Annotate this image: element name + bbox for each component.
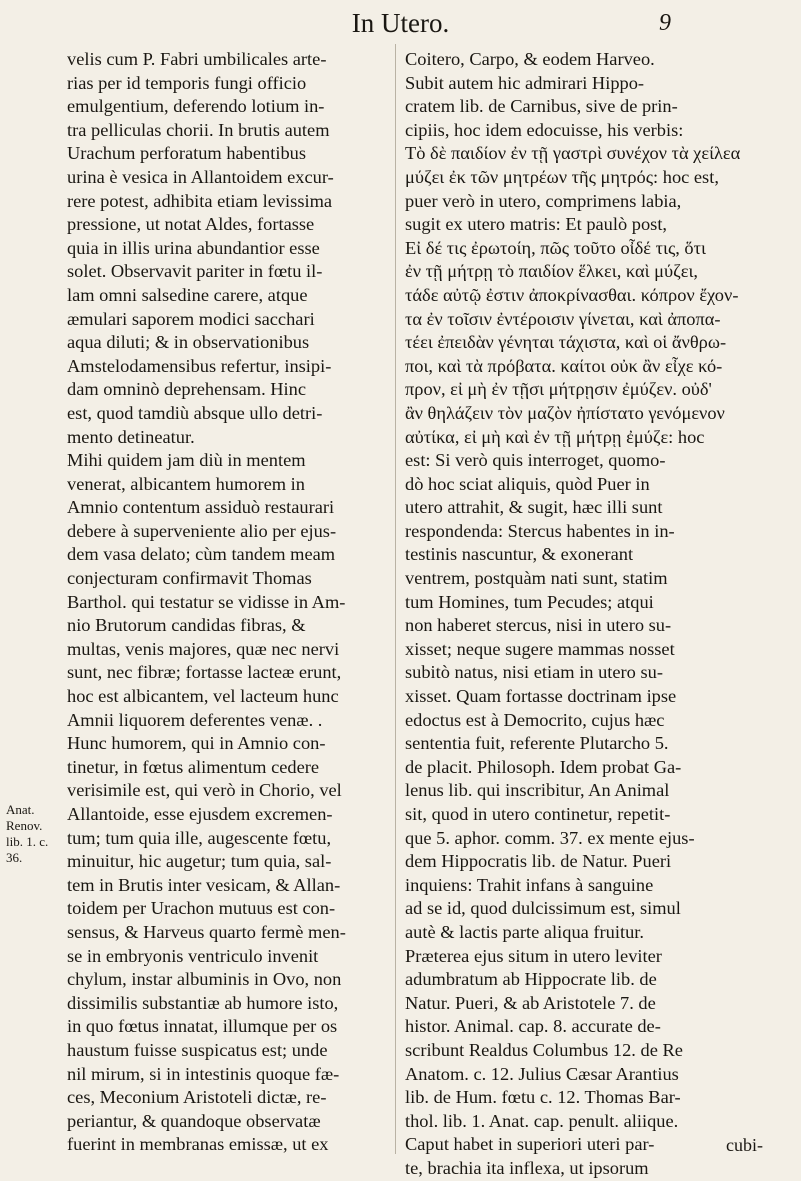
text-line: utero attrahit, & sugit, hæc illi sunt [405,497,663,518]
text-line: ἐν τῇ μήτρῃ τὸ παιδίον ἕλκει, καὶ μύζει, [405,261,699,282]
text-line: histor. Animal. cap. 8. accurate de- [405,1016,661,1037]
text-line: τάδε αὐτῷ ἐστιν ἀποκρίνασθαι. κόπρον ἔχον- [405,284,739,305]
text-line: respondenda: Stercus habentes in in- [405,520,675,541]
text-line: Anatom. c. 12. Julius Cæsar Arantius [405,1063,679,1084]
text-line: non haberet stercus, nisi in utero su- [405,615,672,636]
text-line: solet. Observavit pariter in fœtu il- [67,261,323,282]
text-line: tinetur, in fœtus alimentum cedere [67,756,320,777]
text-line: tum Homines, tum Pecudes; atqui [405,591,654,612]
text-line: ces, Meconium Aristoteli dictæ, re- [67,1087,327,1108]
text-line: Allantoide, esse ejusdem excremen- [67,804,333,824]
text-line: Amstelodamensibus refertur, insipi- [67,355,332,376]
text-line: Amnii liquorem deferentes venæ. . [67,709,323,730]
text-line: lam omni salsedine carere, atque [67,284,308,305]
column-divider [395,44,396,1154]
text-line: ἂν θηλάζειν τὸν μαζὸν ἠπίστατο γενόμενον [405,402,725,423]
text-line: Τὸ δὲ παιδίον ἐν τῇ γαστρὶ συνέχον τὰ χείλεα [405,143,741,164]
text-line: verisimile est, qui verò in Chorio, vel [67,780,342,801]
text-line: Mihi quidem jam diù in mentem [67,450,306,471]
text-line: Barthol. qui testatur se vidisse in Am- [67,591,346,612]
right-text-column [405,48,769,1181]
text-line: τέει ἐπειδὰν γένηται τάχιστα, καὶ οἱ ἄνθρω- [405,332,727,353]
text-line: xisset. Quam fortasse doctrinam ipse [405,686,677,707]
text-line: dam omninò deprehensam. Hinc [67,379,307,400]
margin-note-line: Anat. [6,802,35,817]
text-line: toidem per Urachon mutuus est con- [67,898,336,919]
text-line: Εἰ δέ τις ἐρωτοίη, πῶς τοῦτο οἶδέ τις, ὅτι [405,237,706,258]
text-line: dissimilis substantiæ ab humore isto, [67,992,339,1013]
text-line: periantur, & quandoque observatæ [67,1110,321,1131]
text-line: edoctus est à Democrito, cujus hæc [405,709,665,730]
margin-reference-note [6,802,58,866]
running-title: In Utero. [351,8,450,38]
text-line: æmulari saporem modici sacchari [67,308,315,329]
text-line: est: Si verò quis interroget, quomo- [405,450,666,471]
text-line: urina è vesica in Allantoidem excur- [67,166,334,187]
text-line: que 5. aphor. comm. 37. ex mente ejus- [405,827,695,848]
text-line: aqua diluti; & in observationibus [67,332,310,353]
text-line: de placit. Philosoph. Idem probat Ga- [405,756,682,777]
text-line: hoc est albicantem, vel lacteum hunc [67,686,339,707]
text-line: lenus lib. qui inscribitur, An Animal [405,780,670,801]
text-line: te, brachia ita inflexa, ut ipsorum [405,1157,649,1178]
left-text-column [67,48,386,1157]
margin-note-line: Renov. [6,818,43,833]
text-line: puer verò in utero, comprimens labia, [405,190,682,211]
text-line: inquiens: Trahit infans à sanguine [405,874,654,895]
text-line: rere potest, adhibita etiam levissima [67,190,333,211]
text-line: sugit ex utero matris: Et paulò post, [405,214,668,235]
text-line: fuerint in membranas emissæ, ut ex [67,1134,329,1155]
text-line: multas, venis majores, quæ nec nervi [67,638,340,659]
text-line: se in embryonis ventriculo invenit [67,945,319,966]
text-line: sit, quod in utero continetur, repetit- [405,804,671,824]
text-line: αὐτίκα, εἰ μὴ καὶ ἐν τῇ μήτρῃ ἐμύζε: hoc [405,426,705,447]
text-line: chylum, instar albuminis in Ovo, non [67,969,342,990]
text-line: nil mirum, si in intestinis quoque fæ- [67,1063,340,1084]
text-line: tum; tum quia ille, augescente fœtu, [67,827,332,848]
text-line: testinis nascuntur, & exonerant [405,544,634,565]
text-line: emulgentium, deferendo lotium in- [67,96,325,117]
text-line: debere à superveniente alio per ejus- [67,520,337,541]
text-line: Hunc humorem, qui in Amnio con- [67,733,326,754]
text-line: Coitero, Carpo, & eodem Harveo. [405,49,655,69]
text-line: Urachum perforatum habentibus [67,143,306,164]
text-line: rias per id temporis fungi officio [67,72,307,93]
text-line: dò hoc sciat aliquis, quòd Puer in [405,473,650,494]
text-line: μύζει ἐκ τῶν μητρέων τῆς μητρός: hoc est, [405,166,719,187]
text-line: thol. lib. 1. Anat. cap. penult. aliique. [405,1110,679,1131]
text-line: dem Hippocratis lib. de Natur. Pueri [405,851,672,872]
text-line: tem in Brutis inter vesicam, & Allan- [67,874,341,895]
text-line: xisset; neque sugere mammas nosset [405,638,675,659]
text-line: ventrem, postquàm nati sunt, statim [405,568,668,589]
text-line: venerat, albicantem humorem in [67,473,305,494]
text-line: Amnio contentum assiduò restaurari [67,497,335,518]
text-line: est, quod tamdiù absque ullo detri- [67,402,323,423]
text-line: sententia fuit, referente Plutarcho 5. [405,733,669,754]
text-line: Natur. Pueri, & ab Aristotele 7. de [405,992,656,1013]
text-line: lib. de Hum. fœtu c. 12. Thomas Bar- [405,1087,681,1108]
text-line: autè & lactis parte aliqua fruitur. [405,921,644,942]
text-line: ad se id, quod dulcissimum est, simul [405,898,681,919]
text-line: velis cum P. Fabri umbilicales arte- [67,49,327,69]
page-number: 9 [659,10,671,36]
text-line: Subit autem hic admirari Hippo- [405,72,645,93]
catchword: cubi- [726,1135,763,1155]
text-line: quia in illis urina abundantior esse [67,237,320,258]
text-line: dem vasa delato; cùm tandem meam [67,544,336,565]
margin-note-line: lib. 1. c. [6,834,49,849]
text-line: conjecturam confirmavit Thomas [67,568,312,589]
text-line: sunt, nec fibræ; fortasse lacteæ erunt, [67,662,342,683]
text-line: sensus, & Harveus quarto fermè men- [67,921,346,942]
text-line: in quo fœtus innatat, illumque per os [67,1016,338,1037]
text-line: τα ἐν τοῖσιν ἐντέροισιν γίνεται, καὶ ἀποπα- [405,308,721,329]
text-line: Caput habet in superiori uteri par- [405,1134,655,1155]
text-line: pressione, ut notat Aldes, fortasse [67,214,315,235]
text-line: προν, εἰ μὴ ἐν τῇσι μήτρῃσιν ἐμύζεν. οὐδ' [405,379,712,400]
page-header [0,8,801,38]
text-line: scribunt Realdus Columbus 12. de Re [405,1039,683,1060]
text-line: cipiis, hoc idem edocuisse, his verbis: [405,119,684,140]
text-line: ποι, καὶ τὰ πρόβατα. καίτοι οὐκ ἂν εἶχε κό- [405,355,723,376]
text-line: nio Brutorum candidas fibras, & [67,615,306,636]
margin-note-line: 36. [6,850,23,865]
text-line: minuitur, hic augetur; tum quia, sal- [67,851,332,872]
text-line: haustum fuisse suspicatus est; unde [67,1039,328,1060]
text-line: subitò natus, nisi etiam in utero su- [405,662,663,683]
text-line: mento detineatur. [67,426,195,447]
text-line: cratem lib. de Carnibus, sive de prin- [405,96,678,117]
text-line: tra pelliculas chorii. In brutis autem [67,119,330,140]
text-line: Præterea ejus situm in utero leviter [405,945,662,966]
text-line: adumbratum ab Hippocrate lib. de [405,969,657,990]
